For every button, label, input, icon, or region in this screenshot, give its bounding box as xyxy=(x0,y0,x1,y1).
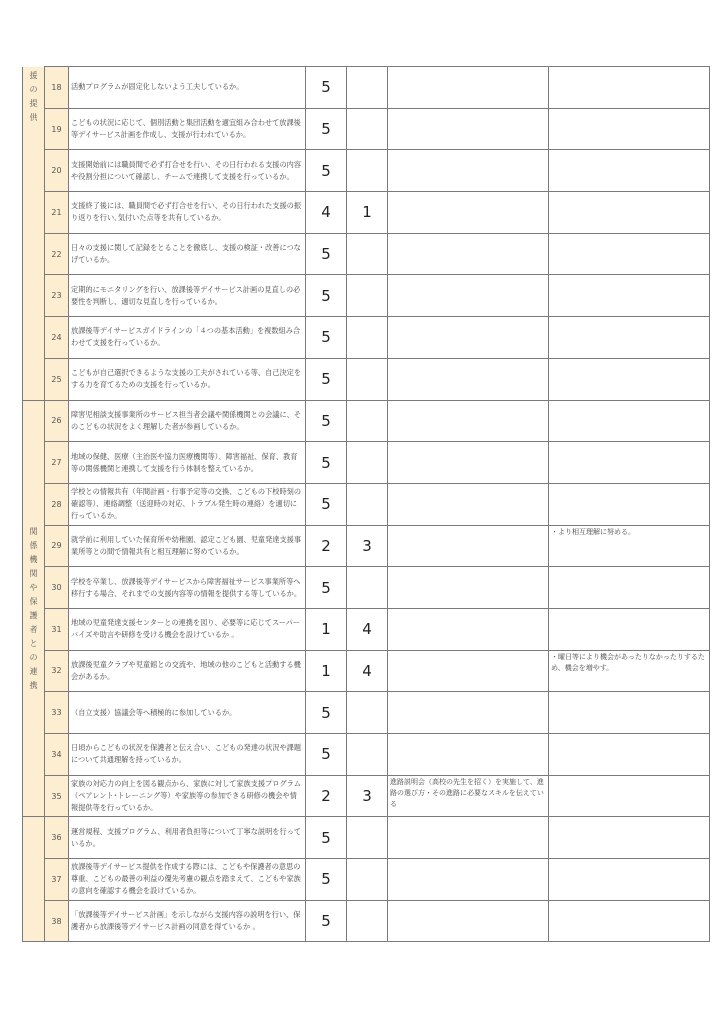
staff-comment xyxy=(388,108,549,150)
question-text: 就学前に利用していた保育所や幼稚園、認定こども園、児童発達支援事業所等との間で情報共有と相互理解に努めているか。 xyxy=(69,525,306,567)
improvement-plan xyxy=(549,317,710,359)
table-row xyxy=(23,525,710,567)
item-number: 36 xyxy=(45,817,69,859)
improvement-plan xyxy=(549,817,710,859)
item-number: 29 xyxy=(45,525,69,567)
yes-count: 5 xyxy=(306,150,347,192)
improvement-plan xyxy=(549,358,710,400)
yes-count: 4 xyxy=(306,192,347,234)
question-text: こどもが自己選択できるような支援の工夫がされている等、自己決定をする力を育てるための支援を行っているか。 xyxy=(69,358,306,400)
table-row xyxy=(23,400,710,442)
table-row xyxy=(23,900,710,942)
no-count xyxy=(347,150,388,192)
improvement-plan xyxy=(549,734,710,776)
item-number: 25 xyxy=(45,358,69,400)
question-text: 活動プログラムが固定化しないよう工夫しているか。 xyxy=(69,67,306,109)
question-text: 日頃からこどもの状況を保護者と伝え合い、こどもの発達の状況や課題について共通理解を持っているか。 xyxy=(69,734,306,776)
table-row xyxy=(23,67,710,109)
no-count xyxy=(347,567,388,609)
table-row xyxy=(23,734,710,776)
item-number: 32 xyxy=(45,650,69,692)
table-row xyxy=(23,317,710,359)
section-label xyxy=(29,879,39,881)
improvement-plan xyxy=(549,692,710,734)
staff-comment xyxy=(388,817,549,859)
no-count xyxy=(347,275,388,317)
item-number: 33 xyxy=(45,692,69,734)
improvement-plan xyxy=(549,192,710,234)
improvement-plan xyxy=(549,150,710,192)
item-number: 24 xyxy=(45,317,69,359)
improvement-plan xyxy=(549,567,710,609)
no-count xyxy=(347,692,388,734)
no-count xyxy=(347,817,388,859)
yes-count: 5 xyxy=(306,358,347,400)
table-row xyxy=(23,150,710,192)
no-count: 1 xyxy=(347,192,388,234)
yes-count: 5 xyxy=(306,859,347,901)
item-number: 28 xyxy=(45,483,69,525)
item-number: 27 xyxy=(45,442,69,484)
evaluation-sheet xyxy=(22,66,705,942)
staff-comment xyxy=(388,859,549,901)
item-number: 20 xyxy=(45,150,69,192)
improvement-plan xyxy=(549,108,710,150)
table-row xyxy=(23,859,710,901)
table-row xyxy=(23,442,710,484)
no-count: 3 xyxy=(347,525,388,567)
table-row xyxy=(23,192,710,234)
improvement-plan: ・曜日等により機会があったりなかったりするため、機会を増やす。 xyxy=(549,650,710,692)
table-row xyxy=(23,275,710,317)
staff-comment xyxy=(388,400,549,442)
staff-comment xyxy=(388,608,549,650)
no-count xyxy=(347,483,388,525)
question-text: 支援開始前には職員間で必ず打合せを行い、その日行われる支援の内容や役割分担について確認し、チームで連携して支援を行っているか。 xyxy=(69,150,306,192)
staff-comment xyxy=(388,317,549,359)
table-row xyxy=(23,358,710,400)
question-text: 地域の保健、医療（主治医や協力医療機関等）、障害福祉、保育、教育等の関係機関と連携して支援を行う体制を整えているか。 xyxy=(69,442,306,484)
no-count: 4 xyxy=(347,650,388,692)
no-count: 3 xyxy=(347,775,388,817)
section-label: 援の提供 xyxy=(29,70,38,122)
table-row xyxy=(23,108,710,150)
improvement-plan xyxy=(549,775,710,817)
improvement-plan: ・より相互理解に努める。 xyxy=(549,525,710,567)
yes-count: 1 xyxy=(306,608,347,650)
staff-comment xyxy=(388,483,549,525)
item-number: 26 xyxy=(45,400,69,442)
question-text: 家族の対応力の向上を図る観点から、家族に対して家族支援プログラム（ペアレント･トレーニング等）や家族等の参加できる研修の機会や情報提供等を行っているか。 xyxy=(69,775,306,817)
yes-count: 5 xyxy=(306,567,347,609)
no-count xyxy=(347,108,388,150)
staff-comment xyxy=(388,233,549,275)
improvement-plan xyxy=(549,275,710,317)
improvement-plan xyxy=(549,233,710,275)
question-text: 放課後等デイサービスガイドラインの「４つの基本活動」を複数組み合わせて支援を行っているか。 xyxy=(69,317,306,359)
question-text: 放課後児童クラブや児童館との交流や、地域の他のこどもと活動する機会があるか。 xyxy=(69,650,306,692)
staff-comment xyxy=(388,734,549,776)
no-count xyxy=(347,442,388,484)
item-number: 23 xyxy=(45,275,69,317)
no-count xyxy=(347,900,388,942)
question-text: 「放課後等デイサービス計画」を示しながら支援内容の説明を行い、保護者から放課後等デイサービス計画の同意を得ているか 。 xyxy=(69,900,306,942)
improvement-plan xyxy=(549,67,710,109)
staff-comment xyxy=(388,275,549,317)
item-number: 22 xyxy=(45,233,69,275)
yes-count: 5 xyxy=(306,275,347,317)
yes-count: 5 xyxy=(306,442,347,484)
no-count xyxy=(347,734,388,776)
yes-count: 2 xyxy=(306,525,347,567)
yes-count: 5 xyxy=(306,108,347,150)
table-row xyxy=(23,483,710,525)
improvement-plan xyxy=(549,608,710,650)
question-text: 障害児相談支援事業所のサービス担当者会議や関係機関との会議に、そのこどもの状況をよく理解した者が参画しているか。 xyxy=(69,400,306,442)
table-row xyxy=(23,567,710,609)
table-row xyxy=(23,650,710,692)
question-text: 地域の児童発達支援センターとの連携を図り、必要等に応じてスーパーバイズや助言や研修を受ける機会を設けているか 。 xyxy=(69,608,306,650)
yes-count: 5 xyxy=(306,692,347,734)
yes-count: 1 xyxy=(306,650,347,692)
no-count xyxy=(347,400,388,442)
section-label-cell xyxy=(23,67,45,401)
yes-count: 5 xyxy=(306,900,347,942)
yes-count: 5 xyxy=(306,483,347,525)
question-text: 放課後等デイサービス提供を作成する際には、こどもや保護者の意思の尊重、こどもの最善の利益の優先考慮の観点を踏まえて、こどもや家族の意向を確認する機会を設けているか。 xyxy=(69,859,306,901)
staff-comment xyxy=(388,150,549,192)
staff-comment xyxy=(388,692,549,734)
improvement-plan xyxy=(549,483,710,525)
yes-count: 5 xyxy=(306,67,347,109)
item-number: 37 xyxy=(45,859,69,901)
improvement-plan xyxy=(549,900,710,942)
table-row xyxy=(23,775,710,817)
question-text: 日々の支援に関して記録をとることを徹底し、支援の検証・改善につなげているか。 xyxy=(69,233,306,275)
question-text: 学校との情報共有（年間計画・行事予定等の交換、こどもの下校時刻の確認等）、連絡調整（送迎時の対応、トラブル発生時の連絡）を適切に行っているか。 xyxy=(69,483,306,525)
question-text: 運営規程、支援プログラム、利用者負担等について丁寧な説明を行っているか。 xyxy=(69,817,306,859)
self-evaluation-table xyxy=(22,66,710,942)
no-count xyxy=(347,358,388,400)
item-number: 34 xyxy=(45,734,69,776)
section-label: 関係機関や保護者との連携 xyxy=(29,527,38,691)
staff-comment xyxy=(388,900,549,942)
no-count xyxy=(347,859,388,901)
improvement-plan xyxy=(549,442,710,484)
yes-count: 5 xyxy=(306,400,347,442)
staff-comment xyxy=(388,192,549,234)
staff-comment xyxy=(388,358,549,400)
section-label-cell xyxy=(23,400,45,817)
table-row xyxy=(23,692,710,734)
no-count xyxy=(347,233,388,275)
yes-count: 5 xyxy=(306,317,347,359)
question-text: 定期的にモニタリングを行い、放課後等デイサービス計画の見直しの必要性を判断し、適切な見直しを行っているか。 xyxy=(69,275,306,317)
item-number: 19 xyxy=(45,108,69,150)
table-row xyxy=(23,608,710,650)
improvement-plan xyxy=(549,859,710,901)
no-count xyxy=(347,67,388,109)
yes-count: 5 xyxy=(306,734,347,776)
question-text: 学校を卒業し、放課後等デイサービスから障害福祉サービス事業所等へ移行する場合、それまでの支援内容等の情報を提供する等しているか。 xyxy=(69,567,306,609)
no-count xyxy=(347,317,388,359)
staff-comment xyxy=(388,525,549,567)
table-row xyxy=(23,817,710,859)
item-number: 21 xyxy=(45,192,69,234)
table-row xyxy=(23,233,710,275)
item-number: 38 xyxy=(45,900,69,942)
question-text: 支援終了後には、職員間で必ず打合せを行い、その日行われた支援の振り返りを行い､気付いた点等を共有しているか。 xyxy=(69,192,306,234)
question-text: こどもの状況に応じて、個別活動と集団活動を適宜組み合わせて放課後等デイサービス計画を作成し、支援が行われているか。 xyxy=(69,108,306,150)
yes-count: 5 xyxy=(306,233,347,275)
section-label-cell xyxy=(23,817,45,942)
staff-comment xyxy=(388,442,549,484)
item-number: 18 xyxy=(45,67,69,109)
yes-count: 2 xyxy=(306,775,347,817)
staff-comment: 進路説明会（高校の先生を招く）を実施して、進路の選び方・その進路に必要なスキルを伝えている xyxy=(388,775,549,817)
staff-comment xyxy=(388,67,549,109)
improvement-plan xyxy=(549,400,710,442)
no-count: 4 xyxy=(347,608,388,650)
item-number: 31 xyxy=(45,608,69,650)
item-number: 30 xyxy=(45,567,69,609)
staff-comment xyxy=(388,650,549,692)
yes-count: 5 xyxy=(306,817,347,859)
item-number: 35 xyxy=(45,775,69,817)
staff-comment xyxy=(388,567,549,609)
question-text: （自立支援）協議会等へ積極的に参加しているか。 xyxy=(69,692,306,734)
